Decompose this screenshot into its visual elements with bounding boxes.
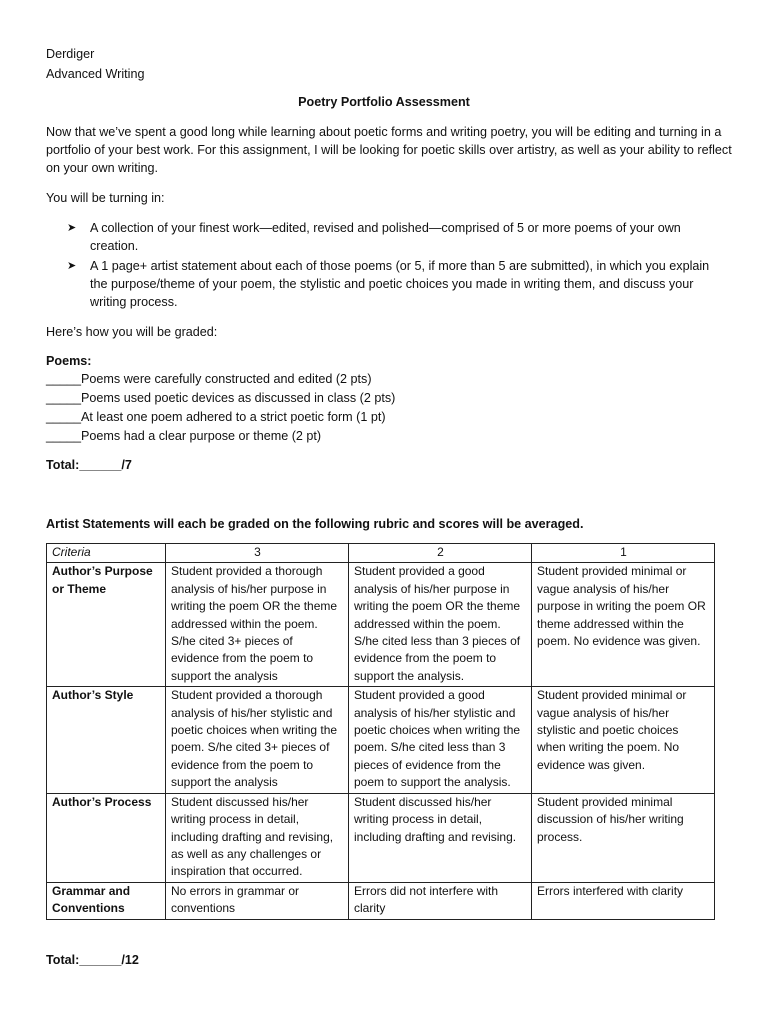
- list-item-text: A 1 page+ artist statement about each of those poems (or 5, if more than 5 are submitted), in which you explain the purpose/theme of your poem, the stylistic and poetic choices you made in writing them, and discuss your writing process.: [90, 259, 710, 309]
- row-criterion: Grammar and Conventions: [47, 882, 166, 919]
- table-cell: Student provided minimal or vague analysis of his/her purpose in writing the poem OR theme addressed within the poem. No evidence was given.: [532, 563, 715, 687]
- table-cell: Errors interfered with clarity: [532, 882, 715, 919]
- list-item: [46, 257, 726, 311]
- table-row: [47, 563, 715, 687]
- author-name: Derdiger: [46, 47, 95, 61]
- poems-total: Total:______/7: [46, 458, 132, 472]
- table-cell: Student provided a thorough analysis of his/her purpose in writing the poem OR the theme addressed within the poem. S/he cited 3+ pieces of evidence from the poem to support the analysis: [166, 563, 349, 687]
- column-header-criteria: Criteria: [47, 544, 166, 563]
- row-criterion: Author’s Process: [47, 793, 166, 882]
- rubric-table: [46, 543, 715, 920]
- list-item-text: A collection of your finest work—edited, revised and polished—comprised of 5 or more poems of your own creation.: [90, 221, 681, 253]
- table-cell: Student discussed his/her writing process in detail, including drafting and revising, as well as any challenges or inspiration that occurred.: [166, 793, 349, 882]
- graded-heading: Here’s how you will be graded:: [46, 325, 218, 339]
- table-cell: Student provided minimal or vague analysis of his/her stylistic and poetic choices when writing the poem. No evidence was given.: [532, 687, 715, 793]
- row-criterion: Author’s Style: [47, 687, 166, 793]
- table-row: [47, 793, 715, 882]
- list-item: [46, 219, 726, 255]
- column-header-3: 3: [166, 544, 349, 563]
- table-cell: Student provided minimal discussion of his/her writing process.: [532, 793, 715, 882]
- column-header-2: 2: [349, 544, 532, 563]
- course-name: Advanced Writing: [46, 67, 145, 81]
- table-cell: Student provided a good analysis of his/her purpose in writing the poem OR the theme addressed within the poem. S/he cited less than 3 pieces of evidence from the poem to support the analysis.: [349, 563, 532, 687]
- turning-in-list: [46, 219, 726, 313]
- table-cell: Errors did not interfere with clarity: [349, 882, 532, 919]
- table-cell: No errors in grammar or conventions: [166, 882, 349, 919]
- table-cell: Student provided a thorough analysis of his/her stylistic and poetic choices when writing the poem. S/he cited 3+ pieces of evidence from the poem to support the analysis: [166, 687, 349, 793]
- poem-criterion: _____Poems used poetic devices as discussed in class (2 pts): [46, 391, 396, 405]
- poem-criterion: _____Poems were carefully constructed and edited (2 pts): [46, 372, 372, 386]
- document-title: Poetry Portfolio Assessment: [298, 95, 470, 109]
- poem-criterion: _____Poems had a clear purpose or theme (2 pt): [46, 429, 322, 443]
- turning-in-heading: You will be turning in:: [46, 191, 165, 205]
- rubric-header-row: [47, 544, 715, 563]
- rubric-heading: Artist Statements will each be graded on the following rubric and scores will be averaged.: [46, 517, 584, 531]
- table-cell: Student discussed his/her writing process in detail, including drafting and revising.: [349, 793, 532, 882]
- arrow-bullet-icon: ➤: [67, 260, 77, 272]
- intro-paragraph: Now that we’ve spent a good long while learning about poetic forms and writing poetry, you will be editing and turning in a portfolio of your best work. For this assignment, I will be looking for poetic skills over artistry, as well as your ability to reflect on your own writing.: [46, 125, 732, 175]
- table-cell: Student provided a good analysis of his/her stylistic and poetic choices when writing the poem. S/he cited less than 3 pieces of evidence from the poem to support the analysis.: [349, 687, 532, 793]
- table-row: [47, 882, 715, 919]
- poem-criteria-list: [46, 370, 736, 446]
- column-header-1: 1: [532, 544, 715, 563]
- rubric-total: Total:______/12: [46, 953, 139, 967]
- row-criterion: Author’s Purpose or Theme: [47, 563, 166, 687]
- arrow-bullet-icon: ➤: [67, 222, 77, 234]
- table-row: [47, 687, 715, 793]
- poem-criterion: _____At least one poem adhered to a strict poetic form (1 pt): [46, 410, 386, 424]
- poems-heading: Poems:: [46, 354, 92, 368]
